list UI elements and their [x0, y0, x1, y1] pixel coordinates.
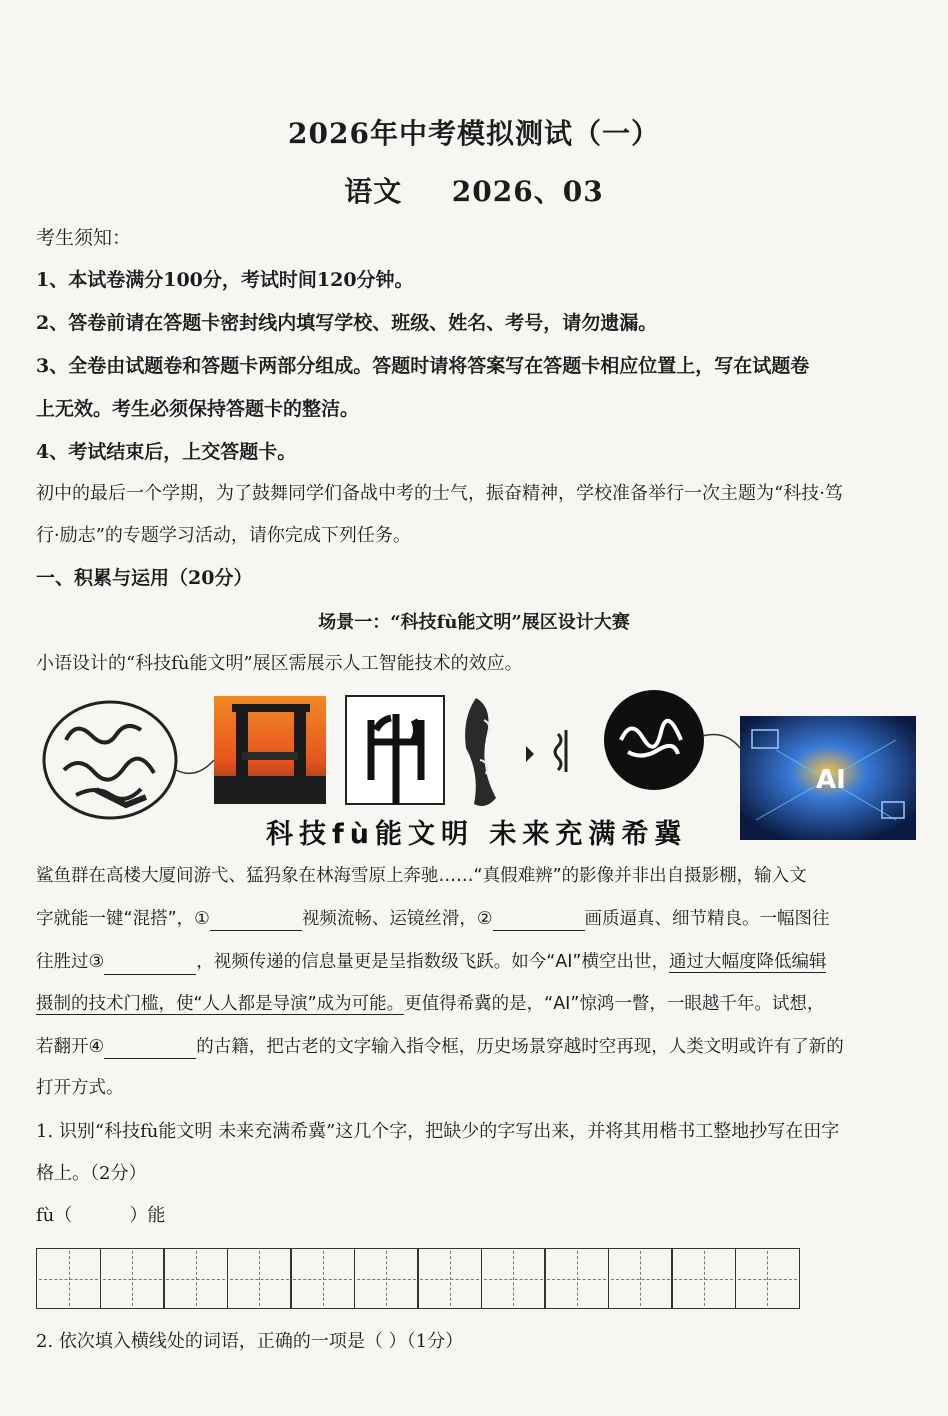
question-2: 2. 依次填入横线处的词语，正确的一项是（ ）（1分） — [36, 1331, 464, 1352]
grid-cell[interactable] — [354, 1248, 419, 1309]
exam-subtitle — [0, 170, 948, 210]
grid-cell[interactable] — [671, 1248, 736, 1309]
ai-text: AI — [816, 765, 846, 795]
ai-technology-image — [740, 716, 916, 840]
grid-cell[interactable] — [290, 1248, 355, 1309]
scene-title: 场景一：“科技fù能文明”展区设计大赛 — [318, 612, 630, 633]
oracle-character — [346, 696, 444, 804]
passage-line-4: 摄制的技术门槛，使“人人都是导演”成为可能。更值得希冀的是，“AI”惊鸿一瞥，一眼越千年。试想， — [36, 994, 825, 1014]
grid-cell[interactable] — [417, 1248, 482, 1309]
scene-intro: 小语设计的“科技fù能文明”展区需展示人工智能技术的效应。 — [36, 653, 523, 674]
notice-item-1: 1、本试卷满分100分，考试时间120分钟。 — [36, 269, 414, 291]
bronze-vessel-image — [214, 696, 326, 804]
passage-line-2: 字就能一键“混搭”，① 视频流畅、运镜丝滑，② 画质逼真、细节精良。一幅图往 — [36, 909, 830, 929]
grid-cell[interactable] — [100, 1248, 165, 1309]
passage-line-1: 鲨鱼群在高楼大厦间游弋、猛犸象在林海雪原上奔驰……“真假难辨”的影像并非出自摄影棚，输入文 — [36, 866, 807, 886]
underlined-sentence-part-2: 摄制的技术门槛，使“人人都是导演”成为可能。 — [36, 994, 405, 1014]
grid-cell[interactable] — [735, 1248, 800, 1309]
exam-date: 2026、03 — [451, 175, 604, 208]
calligraphy-seal — [44, 702, 176, 818]
grid-cell[interactable] — [36, 1248, 101, 1309]
notice-item-3: 3、全卷由试题卷和答题卡两部分组成。答题时请将答案写在答题卡相应位置上，写在试题卷 — [36, 355, 810, 377]
subject-label: 语文 — [344, 175, 403, 208]
exhibit-slogan: 科技fù能文明 未来充满希冀 — [266, 819, 688, 850]
notice-item-2: 2、答卷前请在答题卡密封线内填写学校、班级、姓名、考号，请勿遗漏。 — [36, 312, 658, 334]
intro-line-2: 行·励志”的专题学习活动，请你完成下列任务。 — [36, 525, 411, 546]
grid-cell[interactable] — [163, 1248, 228, 1309]
grid-cell[interactable] — [481, 1248, 546, 1309]
stone-rubbing — [465, 698, 566, 806]
underlined-sentence-part-1: 通过大幅度降低编辑 — [668, 952, 827, 972]
exam-title: 2026年中考模拟测试（一） — [288, 117, 660, 150]
blank-3[interactable] — [104, 954, 196, 975]
passage-line-5: 若翻开④ 的古籍，把古老的文字输入指令框，历史场景穿越时空再现，人类文明或许有了新的 — [36, 1037, 844, 1057]
china-calligraphy-circle — [604, 690, 740, 790]
question-1-cont: 格上。（2分） — [36, 1163, 147, 1184]
blank-2[interactable] — [493, 910, 585, 931]
blank-1[interactable] — [210, 910, 302, 931]
notice-item-3-cont: 上无效。考生必须保持答题卡的整洁。 — [36, 398, 360, 420]
grid-cell[interactable] — [227, 1248, 292, 1309]
tianzige-grid[interactable] — [36, 1248, 798, 1309]
passage-line-6: 打开方式。 — [36, 1078, 124, 1098]
grid-cell[interactable] — [544, 1248, 609, 1309]
question-1: 1. 识别“科技fù能文明 未来充满希冀”这几个字，把缺少的字写出来，并将其用楷书工整地抄写在田字 — [36, 1121, 840, 1142]
notice-item-4: 4、考试结束后，上交答题卡。 — [36, 441, 297, 463]
passage-line-3: 往胜过③ ，视频传递的信息量更是呈指数级飞跃。如今“AI”横空出世，通过大幅度降低编辑 — [36, 950, 920, 975]
question-1-answer: fù（ ）能 — [36, 1205, 166, 1226]
grid-cell[interactable] — [608, 1248, 673, 1309]
intro-line-1: 初中的最后一个学期，为了鼓舞同学们备战中考的士气，振奋精神，学校准备举行一次主题为“科技·笃 — [36, 483, 843, 504]
notice-heading: 考生须知： — [36, 227, 132, 249]
blank-4[interactable] — [104, 1038, 196, 1059]
section-heading: 一、积累与运用（20分） — [36, 567, 253, 589]
